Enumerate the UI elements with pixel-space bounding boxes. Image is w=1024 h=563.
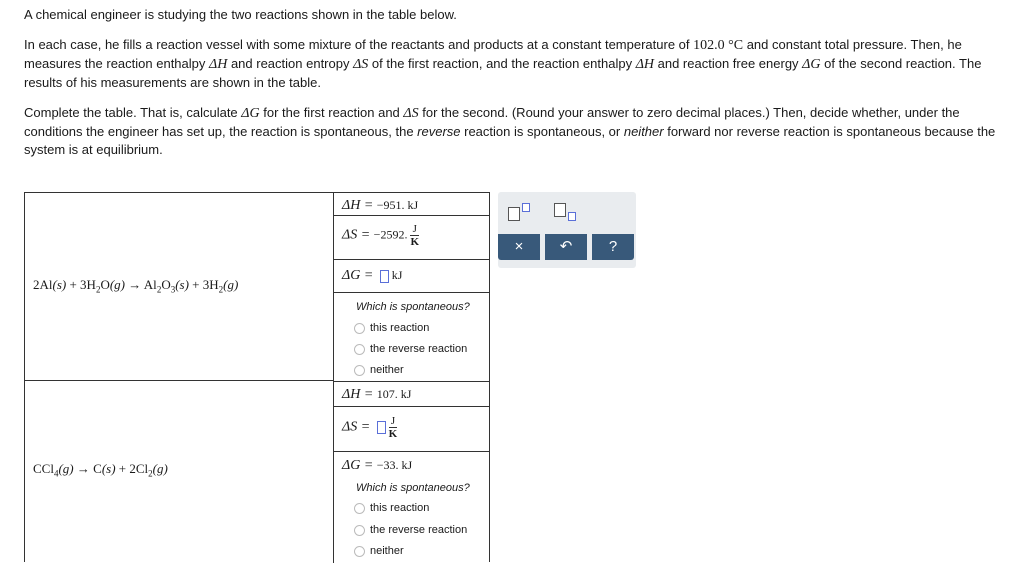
- r1-question: Which is spontaneous?: [356, 301, 470, 313]
- r1-dS-label: ΔS =: [342, 227, 374, 243]
- radio-icon[interactable]: [354, 323, 365, 334]
- r1-dS-value: −2592.: [373, 227, 408, 242]
- instructions-paragraph: Complete the table. That is, calculate ΔG for the first reaction and ΔS for the second. (Round your answer to zero decimal places.) Then, decide whether, under the conditions the engineer has set up, the reaction is spontaneous, the reverse reaction is spontaneous, or neither forward nor reverse reaction is spontaneous because the system is at equilibrium.: [24, 105, 996, 157]
- radio-icon[interactable]: [354, 344, 365, 355]
- help-button[interactable]: ?: [592, 234, 634, 260]
- answer-toolbar: [498, 192, 636, 268]
- r2-question: Which is spontaneous?: [356, 482, 470, 494]
- r2-dH-row: [334, 381, 490, 407]
- r2-dH-label: ΔH =: [342, 387, 377, 402]
- r2-dG-and-spontaneous: [334, 452, 490, 563]
- r2-option-this[interactable]: this reaction: [354, 502, 429, 514]
- reaction2-equation: $CCl_4(g) \to C(s) + 2Cl_2(g)$: [33, 461, 168, 479]
- r2-dG-value: −33. kJ: [376, 458, 413, 472]
- r1-option-neither[interactable]: neither: [354, 364, 404, 376]
- r1-option-reverse[interactable]: the reverse reaction: [354, 343, 467, 355]
- radio-icon[interactable]: [354, 503, 365, 514]
- radio-icon[interactable]: [354, 546, 365, 557]
- r2-dS-row: [334, 407, 490, 452]
- r1-option-this[interactable]: this reaction: [354, 322, 429, 334]
- reaction2-cell: [25, 381, 334, 563]
- r2-option-reverse[interactable]: the reverse reaction: [354, 524, 467, 536]
- r2-dH-value: 107. kJ: [376, 387, 412, 401]
- r2-dS-input[interactable]: [377, 421, 386, 434]
- undo-button[interactable]: ↶: [545, 234, 587, 260]
- clear-button[interactable]: ×: [498, 234, 540, 260]
- r1-dG-input[interactable]: [380, 270, 389, 283]
- radio-icon[interactable]: [354, 525, 365, 536]
- r2-dS-unit: $\frac{J}{K}$: [388, 415, 398, 440]
- r1-spontaneous-group: [334, 293, 490, 381]
- reaction1-cell: [25, 193, 334, 381]
- intro-paragraph: In each case, he fills a reaction vessel with some mixture of the reactants and products at a constant temperature of 102.0 °C and constant total pressure. Then, he measures the reaction enthalpy ΔH and reaction entropy ΔS of the first reaction, and the reaction enthalpy ΔH and reaction free energy ΔG of the second reaction. The results of his measurements are shown in the table.: [24, 37, 982, 90]
- reaction-table: [24, 192, 490, 562]
- r2-option-neither[interactable]: neither: [354, 545, 404, 557]
- r1-dH-label: ΔH =: [342, 198, 377, 213]
- r1-dG-row: [334, 260, 490, 293]
- r1-dS-unit: $\frac{J}{K}$: [410, 223, 420, 248]
- r2-dS-label: ΔS =: [342, 419, 374, 435]
- radio-icon[interactable]: [354, 365, 365, 376]
- r2-dG-label: ΔG =: [342, 458, 377, 473]
- reaction1-equation: $2Al(s) + 3H_2O(g) \to Al_2O_3(s) + 3H_2(g)$: [33, 277, 239, 295]
- r1-dH-value: −951. kJ: [376, 198, 419, 212]
- r1-dS-row: [334, 216, 490, 260]
- r1-dG-label: ΔG =: [342, 268, 377, 283]
- r1-dG-unit: kJ: [391, 268, 403, 282]
- r1-dH-row: [334, 193, 490, 216]
- intro-line: A chemical engineer is studying the two reactions shown in the table below.: [24, 7, 457, 22]
